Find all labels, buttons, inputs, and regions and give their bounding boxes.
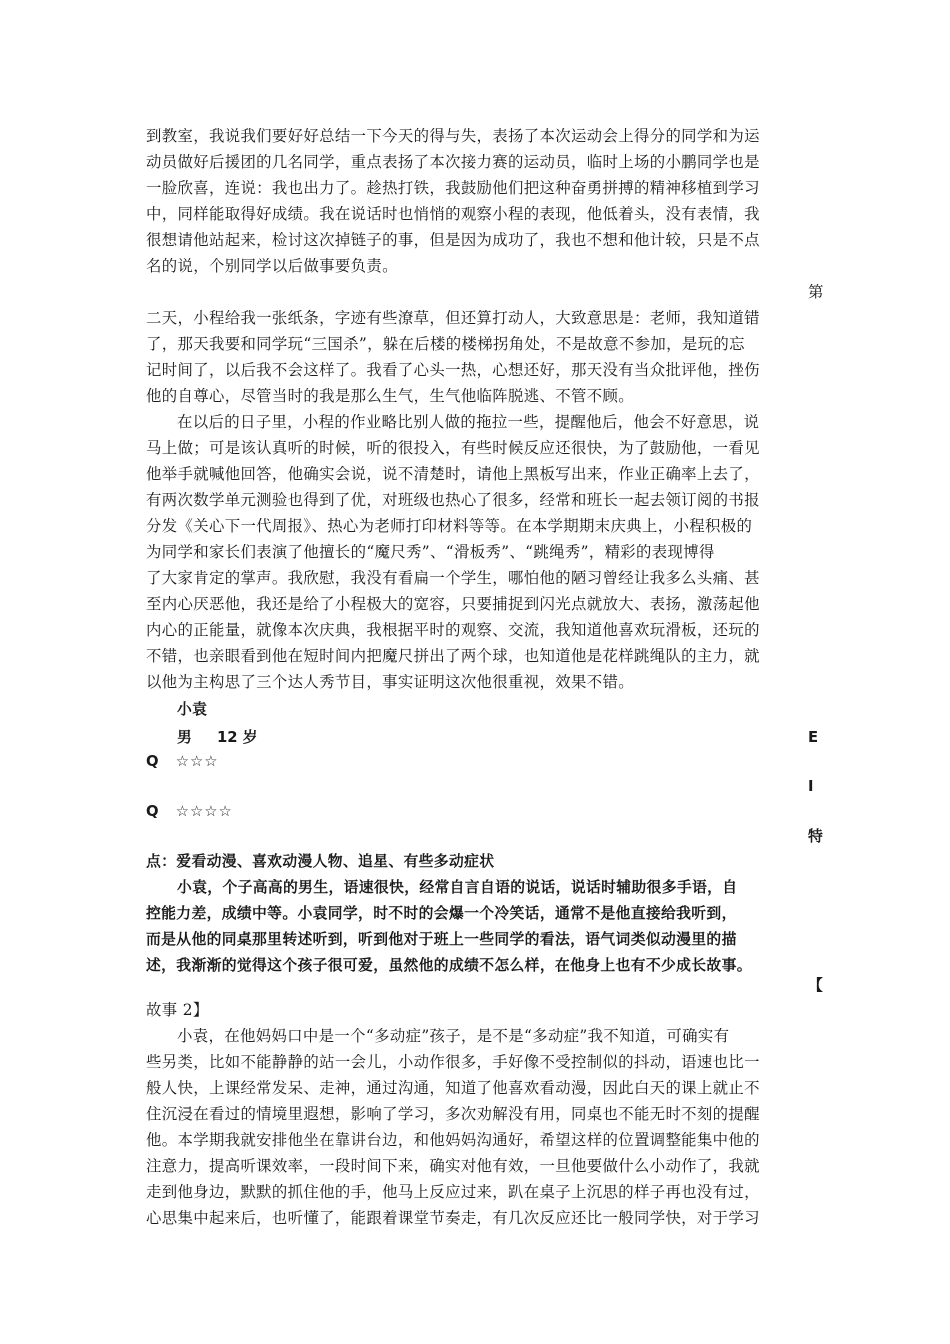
paragraph-line: 中，同样能取得好成绩。我在说话时也悄悄的观察小程的表现，他低着头，没有表情，我 — [146, 205, 760, 223]
age: 12 岁 — [216, 729, 258, 746]
paragraph-line: 有两次数学单元测验也得到了优，对班级也热心了很多，经常和班长一起去领订阅的书报 — [146, 491, 760, 509]
paragraph-line: 马上做；可是该认真听的时候，听的很投入，有些时候反应还很快，为了鼓励他，一看见 — [146, 439, 760, 457]
rating-row-2 — [146, 802, 233, 822]
paragraph-line: 分发《关心下一代周报》、热心为老师打印材料等等。在本学期期末庆典上，小程积极的 — [146, 517, 753, 535]
paragraph-line: 他的自尊心，尽管当时的我是那么生气，生气他临阵脱逃、不管不顾。 — [146, 387, 634, 405]
paragraph-line: 到教室，我说我们要好好总结一下今天的得与失，表扬了本次运动会上得分的同学和为运 — [146, 127, 760, 145]
paragraph-line: 二天，小程给我一张纸条，字迹有些潦草，但还算打动人，大致意思是：老师，我知道错 — [146, 309, 760, 327]
q-label: Q — [146, 753, 159, 770]
paragraph-line: 控能力差，成绩中等。小袁同学，时不时的会爆一个冷笑话，通常不是他直接给我听到， — [146, 905, 737, 922]
paragraph-line: 第 — [808, 283, 824, 301]
story-heading: 故事 2】 — [146, 1001, 209, 1019]
paragraph-line: I — [808, 778, 814, 795]
paragraph-line: 记时间了，以后我不会这样了。我看了心头一热，心想还好，那天没有当众批评他，挫伤 — [146, 361, 760, 379]
paragraph-line: 了，那天我要和同学玩“三国杀”，躲在后楼的楼梯拐角处，不是故意不参加，是玩的忘 — [146, 335, 745, 353]
paragraph-line: 走到他身边，默默的抓住他的手，他马上反应过来，趴在桌子上沉思的样子再也没有过， — [146, 1183, 760, 1201]
paragraph-line: 注意力，提高听课效率，一段时间下来，确实对他有效，一旦他要做什么小动作了，我就 — [146, 1157, 760, 1175]
paragraph-line: 小袁，个子高高的男生，语速很快，经常自言自语的说话，说话时辅助很多手语，自 — [177, 879, 738, 896]
paragraph-line: 很想请他站起来，检讨这次掉链子的事，但是因为成功了，我也不想和他计较，只是不点 — [146, 231, 760, 249]
paragraph-line: 为同学和家长们表演了他擅长的“魔尺秀”、“滑板秀”、“跳绳秀”，精彩的表现博得 — [146, 543, 715, 561]
paragraph-line: 【 — [808, 977, 824, 994]
paragraph-line: 住沉浸在看过的情境里遐想，影响了学习，多次劝解没有用，同桌也不能无时不刻的提醒 — [146, 1105, 760, 1123]
star-rating: ☆☆☆ — [175, 753, 219, 770]
paragraph-line: 名的说，个别同学以后做事要负责。 — [146, 257, 398, 275]
gender: 男 — [177, 729, 192, 746]
star-rating: ☆☆☆☆ — [175, 803, 233, 820]
paragraph-line: E — [808, 729, 819, 746]
paragraph-line: 心思集中起来后，也听懂了，能跟着课堂节奏走，有几次反应还比一般同学快，对于学习 — [146, 1209, 760, 1227]
rating-row-1 — [146, 752, 219, 772]
paragraph-line: 内心的正能量，就像本次庆典，我根据平时的观察、交流，我知道他喜欢玩滑板，还玩的 — [146, 621, 760, 639]
paragraph-line: 在以后的日子里，小程的作业略比别人做的拖拉一些，提醒他后，他会不好意思，说 — [177, 413, 760, 431]
paragraph-line: 些另类，比如不能静静的站一会儿，小动作很多，手好像不受控制似的抖动，语速也比一 — [146, 1053, 760, 1071]
paragraph-line: 不错，也亲眼看到他在短时间内把魔尺拼出了两个球，也知道他是花样跳绳队的主力，就 — [146, 647, 760, 665]
paragraph-line: 述，我渐渐的觉得这个孩子很可爱，虽然他的成绩不怎么样，在他身上也有不少成长故事。 — [146, 957, 752, 974]
paragraph-line: 至内心厌恶他，我还是给了小程极大的宽容，只要捕捉到闪光点就放大、表扬，激荡起他 — [146, 595, 760, 613]
traits-line: 点：爱看动漫、喜欢动漫人物、追星、有些多动症状 — [146, 853, 495, 870]
student-name: 小袁 — [177, 701, 208, 718]
paragraph-line: 般人快，上课经常发呆、走神，通过沟通，知道了他喜欢看动漫，因此白天的课上就止不 — [146, 1079, 760, 1097]
paragraph-line: 而是从他的同桌那里转述听到，听到他对于班上一些同学的看法，语气词类似动漫里的描 — [146, 931, 737, 948]
paragraph-line: 以他为主构思了三个达人秀节目，事实证明这次他很重视，效果不错。 — [146, 673, 634, 691]
paragraph-line: 动员做好后援团的几名同学，重点表扬了本次接力赛的运动员，临时上场的小鹏同学也是 — [146, 153, 760, 171]
paragraph-line: 小袁，在他妈妈口中是一个“多动症”孩子，是不是“多动症”我不知道，可确实有 — [177, 1027, 730, 1045]
student-info — [177, 728, 258, 748]
paragraph-line: 他举手就喊他回答，他确实会说，说不清楚时，请他上黑板写出来，作业正确率上去了， — [146, 465, 760, 483]
q-label: Q — [146, 803, 159, 820]
paragraph-line: 他。本学期我就安排他坐在靠讲台边，和他妈妈沟通好，希望这样的位置调整能集中他的 — [146, 1131, 760, 1149]
paragraph-line: 一脸欣喜，连说：我也出力了。趁热打铁，我鼓励他们把这种奋勇拼搏的精神移植到学习 — [146, 179, 760, 197]
paragraph-line: 了大家肯定的掌声。我欣慰，我没有看扁一个学生，哪怕他的陋习曾经让我多么头痛、甚 — [146, 569, 760, 587]
paragraph-line: 特 — [808, 828, 824, 845]
